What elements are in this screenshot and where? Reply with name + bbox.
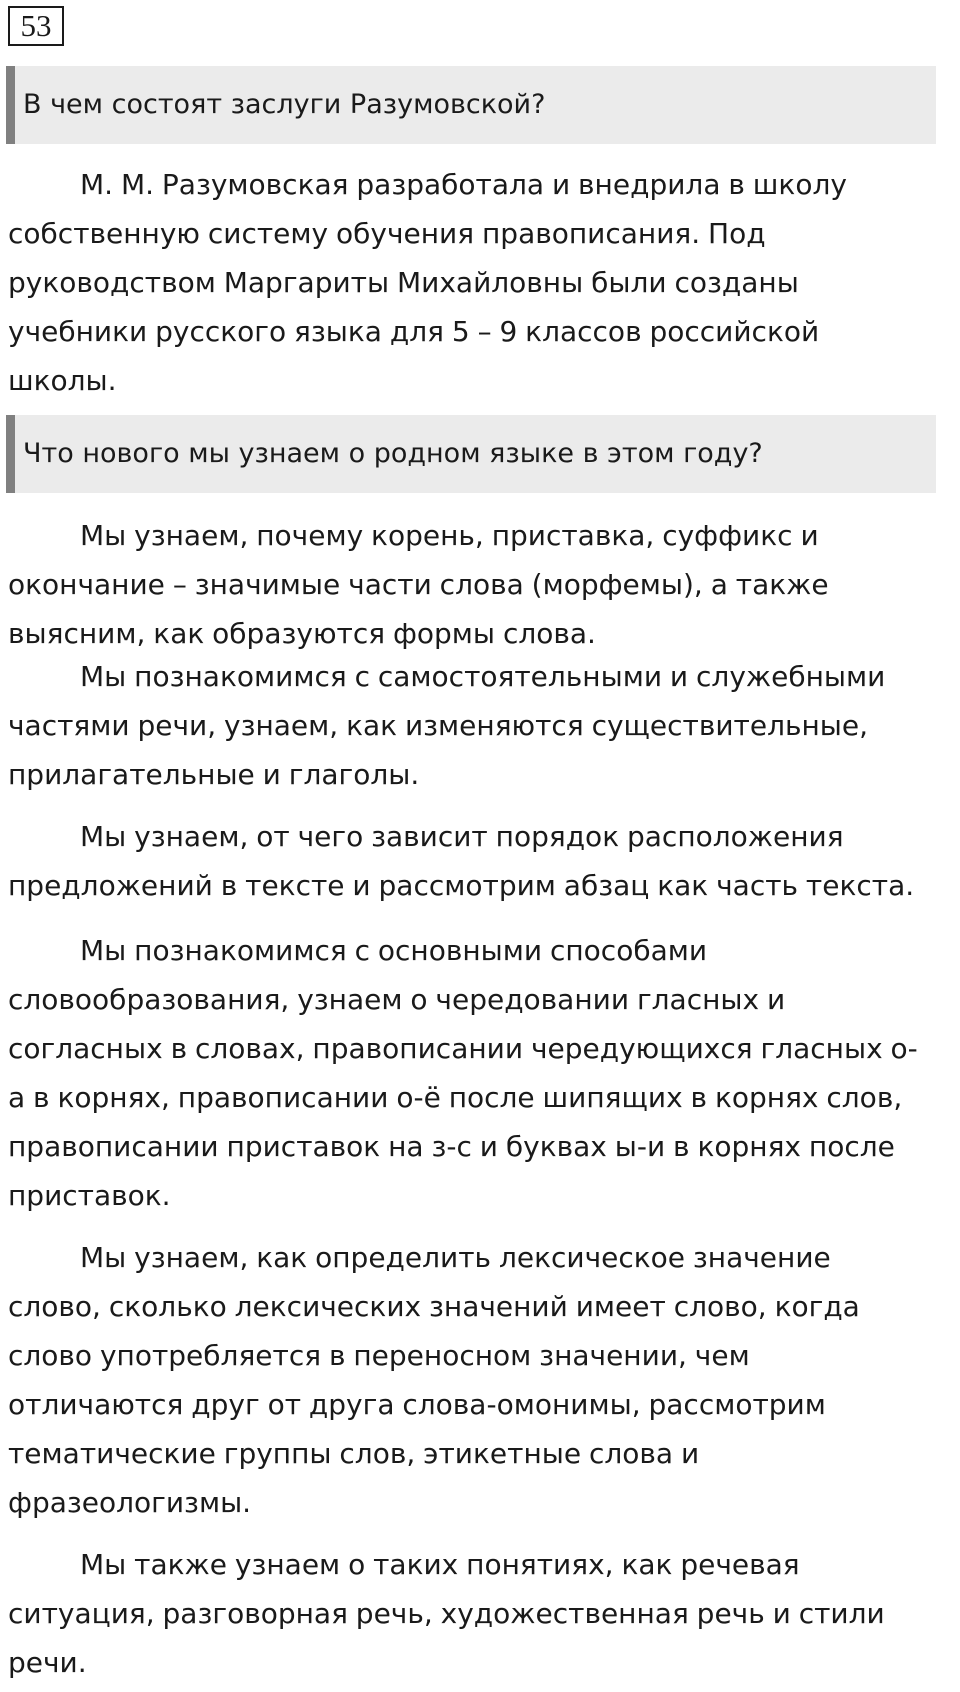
answer-paragraph — [8, 1233, 948, 1527]
text-line: Мы также узнаем о таких понятиях, как речевая — [80, 1548, 800, 1581]
text-line: Мы познакомимся с основными способами — [80, 934, 708, 967]
answer-paragraph — [8, 160, 948, 405]
question-heading: В чем состоят заслуги Разумовской? — [6, 66, 936, 144]
text-line: слово, сколько лексических значений имеет слово, когда — [8, 1290, 860, 1323]
text-line: словообразования, узнаем о чередовании гласных и — [8, 983, 786, 1016]
text-line: частями речи, узнаем, как изменяются существительные, — [8, 709, 869, 742]
text-line: согласных в словах, правописании чередующихся гласных о- — [8, 1032, 918, 1065]
text-line: предложений в тексте и рассмотрим абзац как часть текста. — [8, 869, 915, 902]
text-line: тематические группы слов, этикетные слова и — [8, 1437, 700, 1470]
text-line: школы. — [8, 364, 117, 397]
text-line: Мы узнаем, как определить лексическое значение — [80, 1241, 831, 1274]
text-line: руководством Маргариты Михайловны были созданы — [8, 266, 799, 299]
answer-paragraph — [8, 926, 948, 1220]
answer-paragraph — [8, 652, 948, 799]
text-line: Мы узнаем, почему корень, приставка, суффикс и — [80, 519, 819, 552]
answer-paragraph — [8, 812, 948, 910]
text-line: фразеологизмы. — [8, 1486, 252, 1519]
text-line: речи. — [8, 1646, 87, 1679]
text-line: а в корнях, правописании о-ё после шипящих в корнях слов, — [8, 1081, 903, 1114]
text-line: окончание – значимые части слова (морфемы), а также — [8, 568, 829, 601]
question-heading: Что нового мы узнаем о родном языке в этом году? — [6, 415, 936, 493]
text-line: собственную систему обучения правописания. Под — [8, 217, 766, 250]
text-line: М. М. Разумовская разработала и внедрила в школу — [80, 168, 847, 201]
text-line: отличаются друг от друга слова-омонимы, рассмотрим — [8, 1388, 826, 1421]
text-line: правописании приставок на з-с и буквах ы-и в корнях после — [8, 1130, 895, 1163]
text-line: учебники русского языка для 5 – 9 классов российской — [8, 315, 820, 348]
text-line: прилагательные и глаголы. — [8, 758, 420, 791]
page-number: 53 — [8, 6, 64, 46]
text-line: слово употребляется в переносном значении, чем — [8, 1339, 750, 1372]
text-line: Мы познакомимся с самостоятельными и служебными — [80, 660, 886, 693]
text-line: выясним, как образуются формы слова. — [8, 617, 596, 650]
text-line: Мы узнаем, от чего зависит порядок расположения — [80, 820, 844, 853]
answer-paragraph — [8, 511, 948, 658]
text-line: приставок. — [8, 1179, 171, 1212]
text-line: ситуация, разговорная речь, художественная речь и стили — [8, 1597, 885, 1630]
answer-paragraph — [8, 1540, 948, 1687]
